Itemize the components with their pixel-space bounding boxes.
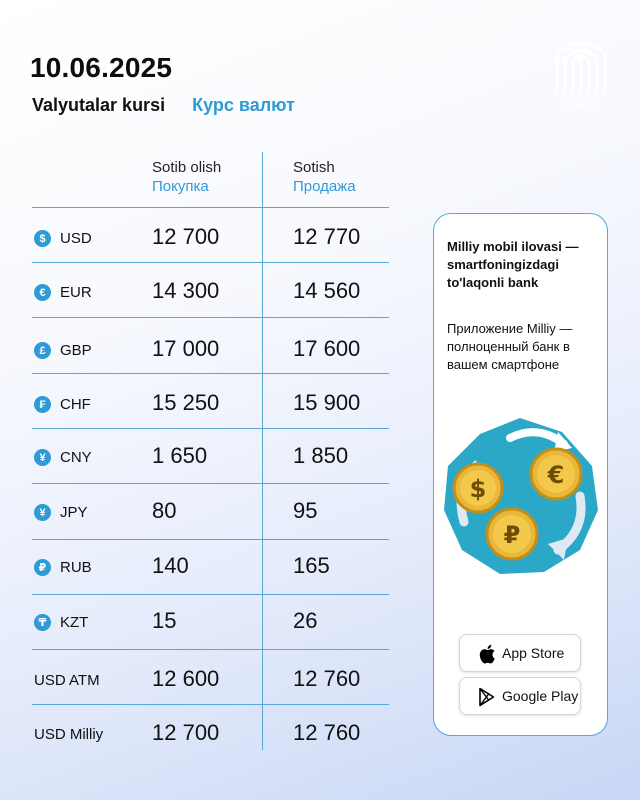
buy-rate: 12 700 [152,224,220,249]
currency-code: USD Milliy [34,726,104,743]
dollar-coin-icon [454,464,502,512]
currency-code: GBP [60,342,92,359]
column-buy-uz: Sotib olish [152,159,222,176]
rate-row-kzt [32,608,389,638]
currency-code: KZT [60,614,89,631]
logo-text: NBU [562,96,600,111]
currency-code: CHF [60,396,91,413]
ruble-coin-icon [487,509,537,559]
sell-rate: 1 850 [293,443,349,468]
google-play-icon [478,687,496,707]
column-sell-uz: Sotish [293,159,335,176]
ruble-icon: ₽ [34,559,51,576]
column-buy-ru: Покупка [152,178,209,195]
rate-row-usd [32,224,389,254]
currency-code: RUB [60,559,92,576]
dollar-icon: $ [34,230,51,247]
svg-text:₽: ₽ [503,521,521,549]
buy-rate: 17 000 [152,336,220,361]
table-divider [32,317,389,318]
euro-icon: € [34,284,51,301]
google-play-label: Google Play [502,688,579,704]
svg-text:$: $ [469,475,487,503]
buy-rate: 80 [152,498,177,523]
sell-rate: 165 [293,553,330,578]
promo-text-uz: Milliy mobil ilovasi — smartfoningizdagi to'laqonli bank [447,239,579,290]
sell-rate: 14 560 [293,278,361,303]
table-divider [32,207,389,208]
rate-row-chf [32,390,389,420]
pound-icon: £ [34,342,51,359]
table-divider [32,704,389,705]
sell-rate: 26 [293,608,318,633]
milliy-app-promo-card[interactable] [433,213,608,736]
table-divider [32,428,389,429]
buy-rate: 140 [152,553,189,578]
currency-code: EUR [60,284,92,301]
table-divider [32,649,389,650]
buy-rate: 12 600 [152,666,220,691]
buy-rate: 12 700 [152,720,220,745]
sell-rate: 12 760 [293,720,361,745]
rate-row-jpy [32,498,389,528]
app-store-label: App Store [502,645,565,661]
rate-row-eur [32,278,389,308]
tenge-icon: ₸ [34,614,51,631]
currency-code: USD ATM [34,672,100,689]
buy-rate: 15 [152,608,177,633]
rate-row-usd-milliy [32,720,389,750]
google-play-button[interactable] [459,677,581,715]
sell-rate: 12 770 [293,224,361,249]
table-divider [32,539,389,540]
franc-icon: ₣ [34,396,51,413]
column-header-sell [293,158,356,196]
page-date: 10.06.2025 [30,52,173,83]
rate-row-gbp [32,336,389,366]
column-sell-ru: Продажа [293,178,356,195]
column-header-buy [152,158,221,196]
apple-icon [478,644,496,664]
sell-rate: 15 900 [293,390,361,415]
table-divider [32,483,389,484]
sell-rate: 17 600 [293,336,361,361]
yen-icon: ¥ [34,504,51,521]
table-divider [32,262,389,263]
app-store-button[interactable] [459,634,581,672]
rate-row-usd-atm [32,666,389,696]
promo-text-ru: Приложение Milliy — полноценный банк в вашем смартфоне [447,321,573,372]
subtitle-uz: Valyutalar kursi [32,95,166,115]
currency-code: USD [60,230,92,247]
coins-exchange-illustration [440,410,602,580]
euro-coin-icon [531,449,581,499]
yuan-icon: ¥ [34,449,51,466]
buy-rate: 15 250 [152,390,220,415]
sell-rate: 95 [293,498,318,523]
table-divider [32,594,389,595]
subtitle-ru: Курс валют [192,95,295,115]
buy-rate: 1 650 [152,443,208,468]
table-divider [32,373,389,374]
currency-code: JPY [60,504,88,521]
buy-rate: 14 300 [152,278,220,303]
sell-rate: 12 760 [293,666,361,691]
currency-code: CNY [60,449,92,466]
nbu-logo-icon [553,40,609,112]
rate-row-cny [32,443,389,473]
svg-text:€: € [547,461,565,489]
page-subtitle [32,95,295,116]
rate-row-rub [32,553,389,583]
